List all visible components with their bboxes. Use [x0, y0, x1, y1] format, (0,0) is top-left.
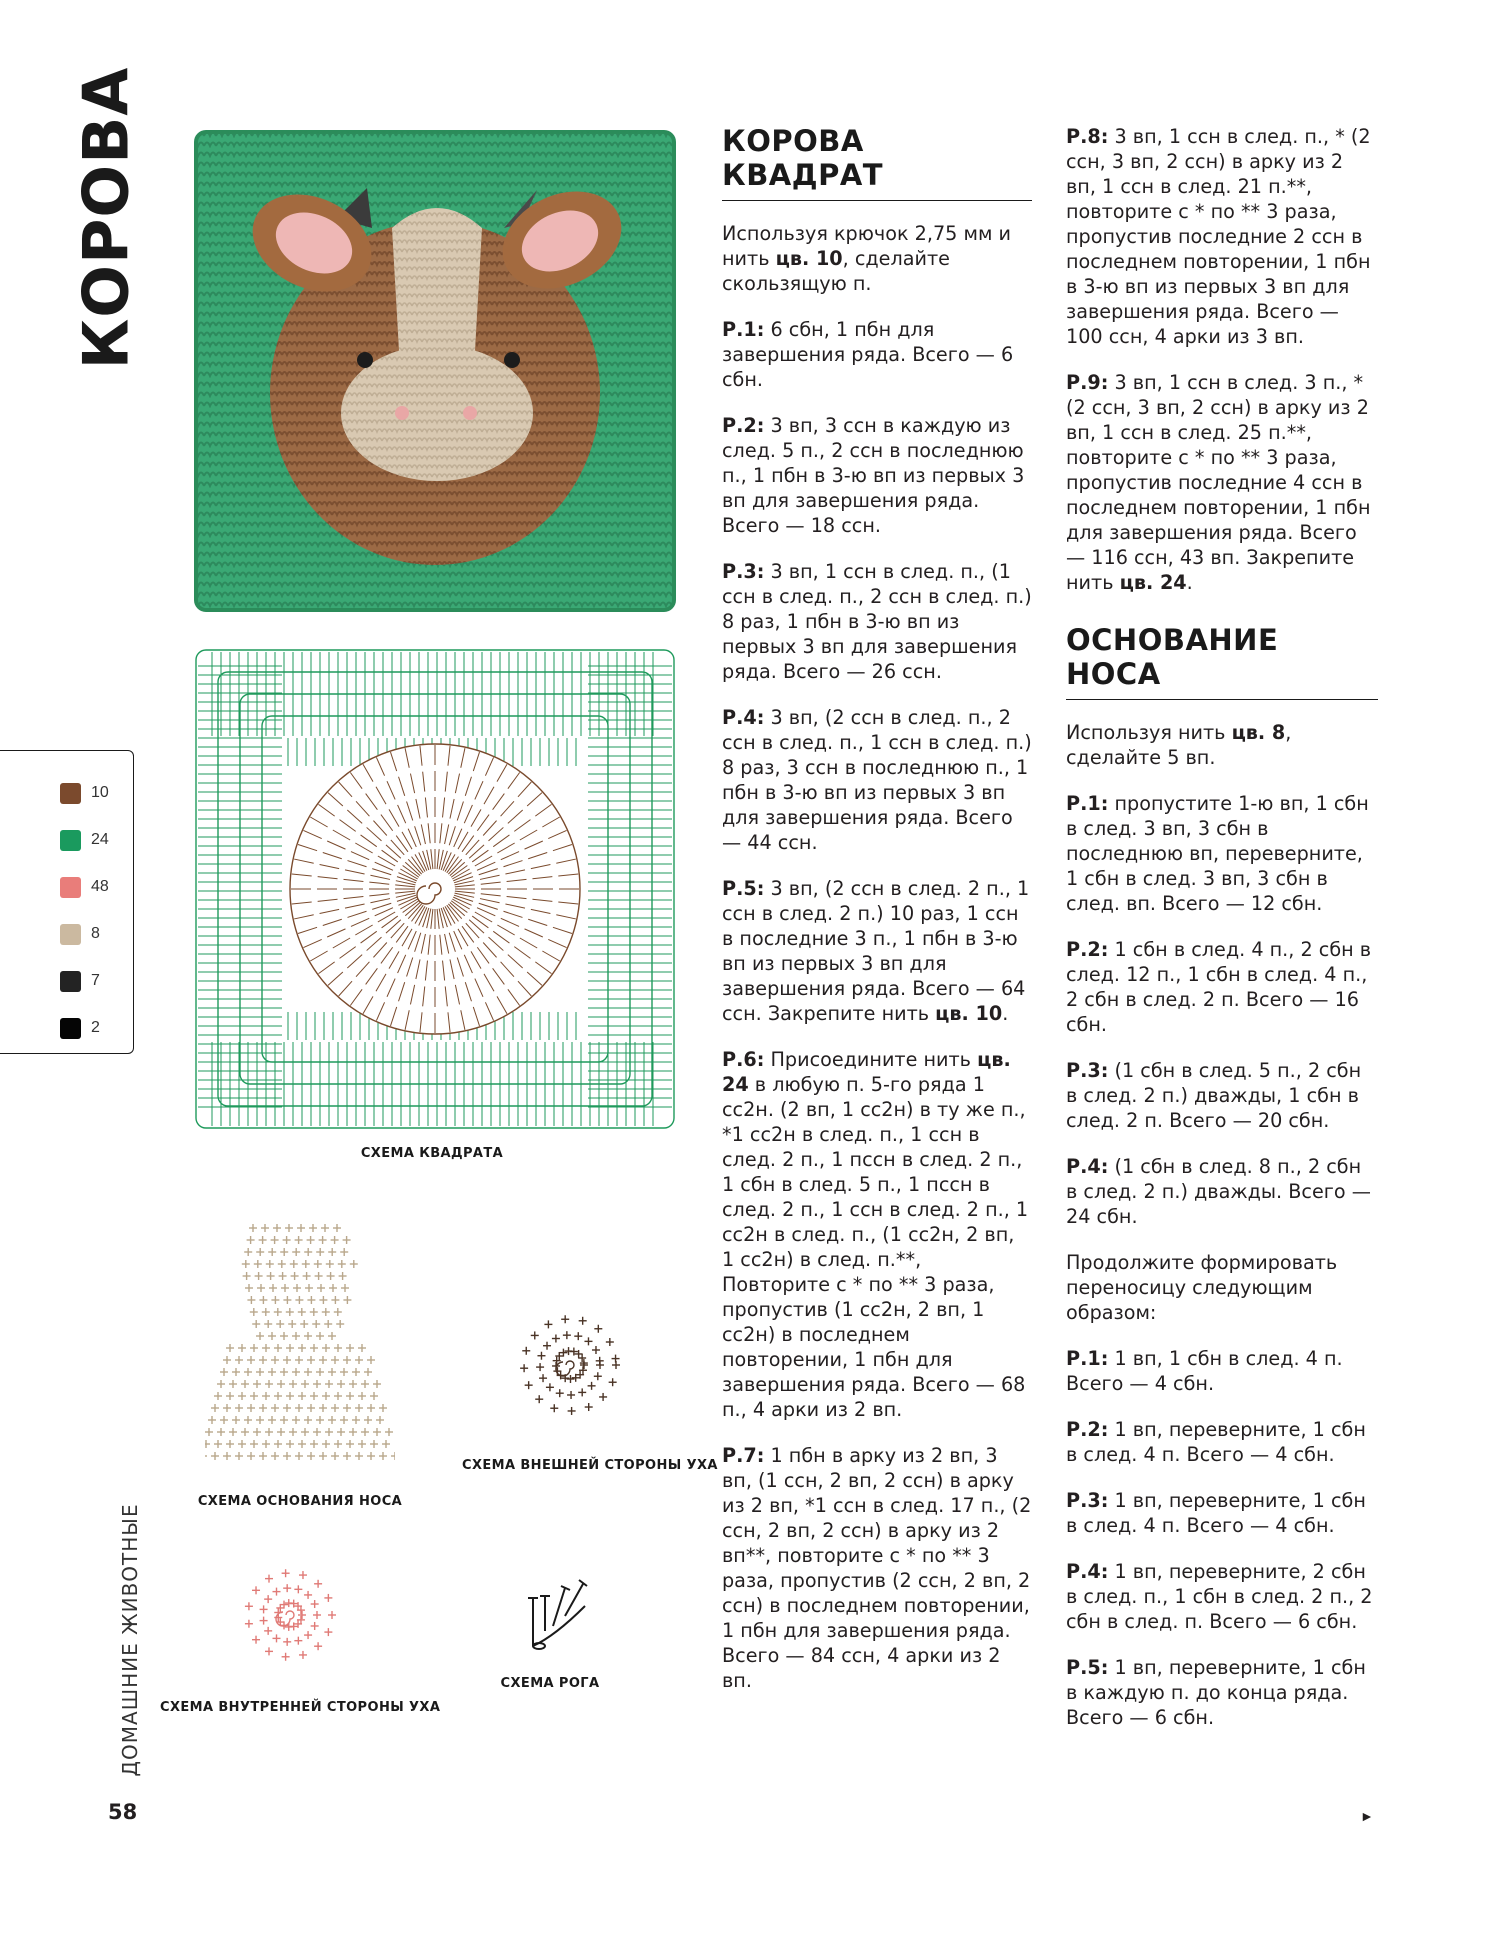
- color-legend: [0, 750, 134, 1054]
- color-swatch: [60, 783, 81, 804]
- outer-ear-chart: [500, 1300, 640, 1430]
- color-swatch: [60, 1018, 81, 1039]
- cow-square-illustration: [192, 128, 678, 614]
- nose-row-4: Р.4: (1 сбн в след. 8 п., 2 сбн в след. 2 п.) дважды. Всего — 24 сбн.: [1066, 1155, 1371, 1228]
- caption-horn: СХЕМА РОГА: [500, 1676, 600, 1691]
- color-code: 24: [91, 831, 109, 848]
- legend-item: [60, 828, 109, 852]
- section-heading-cow-square: КОРОВА КВАДРАТ: [722, 124, 1032, 201]
- nose-base-diagram: [205, 1218, 395, 1468]
- section-name-text: ДОМАШНИЕ ЖИВОТНЫЕ: [118, 1503, 142, 1777]
- color-code: 8: [91, 925, 100, 942]
- horn-diagram: [525, 1576, 595, 1651]
- color-swatch: [60, 830, 81, 851]
- nose-row-3: Р.3: (1 сбн в след. 5 п., 2 сбн в след. 2 п.) дважды, 1 сбн в след. 2 п. Всего — 20 сбн.: [1066, 1059, 1362, 1132]
- nose-intro: Используя нить цв. 8, сделайте 5 вп.: [1066, 721, 1292, 769]
- nose-row-2: Р.2: 1 сбн в след. 4 п., 2 сбн в след. 12 п., 1 сбн в след. 4 п., 2 сбн в след. 2 п. Всего — 16 сбн.: [1066, 938, 1372, 1036]
- color-code: 10: [91, 784, 109, 801]
- inner-ear-diagram: [225, 1555, 355, 1675]
- continue-text: Продолжите формировать переносицу следующим образом:: [1066, 1251, 1338, 1324]
- instructions-column-1: [722, 124, 1032, 1714]
- legend-item: [60, 781, 109, 805]
- bridge-row-3: Р.3: 1 вп, переверните, 1 сбн в след. 4 п. Всего — 4 сбн.: [1066, 1489, 1366, 1537]
- legend-item: [60, 922, 100, 946]
- bridge-rows-list: [1066, 1346, 1378, 1730]
- section-name: [110, 1505, 150, 1775]
- color-swatch: [60, 971, 81, 992]
- horn-chart: [525, 1576, 595, 1651]
- row-6: Р.6: Присоедините нить цв. 24 в любую п. 5-го ряда 1 сс2н. (2 вп, 1 сс2н) в ту же п., *1 сс2н в след. п., 1 ссн в след. 2 п., 1 пссн в след. 2 п., 1 сбн в след. 5 п., 1 пссн в след. 2 п., 1 ссн в след. 2 п., 1 сс2н в след. п., (1 сс2н, 2 вп, 1 сс2н) в след. п.**, Повторите с * по ** 3 раза, пропустив (1 сс2н, 2 вп, 1 сс2н) в последнем повторении, 1 пбн для завершения ряда. Всего — 68 п., 4 арки из 2 вп.: [722, 1048, 1029, 1421]
- row-1: Р.1: 6 сбн, 1 пбн для завершения ряда. Всего — 6 сбн.: [722, 318, 1014, 391]
- inner-ear-chart: [225, 1555, 355, 1675]
- nose-rows-list: [1066, 791, 1378, 1229]
- cow-square-photo: [192, 128, 678, 614]
- nose-row-1: Р.1: пропустите 1-ю вп, 1 сбн в след. 3 вп, 3 сбн в последнюю вп, переверните, 1 сбн в след. 3 вп, 3 сбн в след. вп. Всего — 12 сбн.: [1066, 792, 1369, 915]
- legend-item: [60, 875, 109, 899]
- page-title-text: КОРОВА: [69, 66, 143, 370]
- legend-item: [60, 969, 100, 993]
- instructions-column-2: [1066, 124, 1378, 1751]
- intro-paragraph: Используя крючок 2,75 мм и нить цв. 10, сделайте скользящую п.: [722, 222, 1011, 295]
- bridge-row-2: Р.2: 1 вп, переверните, 1 сбн в след. 4 п. Всего — 4 сбн.: [1066, 1418, 1366, 1466]
- outer-ear-diagram: [500, 1300, 640, 1430]
- row-5: Р.5: 3 вп, (2 ссн в след. 2 п., 1 ссн в след. 2 п.) 10 раз, 1 ссн в последние 3 п., 1 пбн в 3-ю вп из первых 3 вп для завершения ряда. Всего — 64 ссн. Закрепите нить цв. 10.: [722, 877, 1030, 1025]
- section-heading-nose-base: ОСНОВАНИЕ НОСА: [1066, 623, 1378, 700]
- row-4: Р.4: 3 вп, (2 ссн в след. п., 2 ссн в след. п., 1 ссн в след. п.) 8 раз, 3 ссн в последнюю п., 1 пбн в 3-ю вп из первых 3 вп для завершения ряда. Всего — 44 ссн.: [722, 706, 1032, 854]
- row-2: Р.2: 3 вп, 3 ссн в каждую из след. 5 п., 2 ссн в последнюю п., 1 пбн в 3-ю вп из первых 3 вп для завершения ряда. Всего — 18 ссн.: [722, 414, 1025, 537]
- color-swatch: [60, 924, 81, 945]
- rows-list: [722, 317, 1032, 855]
- page-title: [66, 66, 146, 370]
- color-code: 48: [91, 878, 109, 895]
- caption-outer-ear: СХЕМА ВНЕШНЕЙ СТОРОНЫ УХА: [462, 1458, 718, 1473]
- caption-square: СХЕМА КВАДРАТА: [360, 1146, 504, 1161]
- bridge-row-5: Р.5: 1 вп, переверните, 1 сбн в каждую п. до конца ряда. Всего — 6 сбн.: [1066, 1656, 1366, 1729]
- color-code: 7: [91, 972, 100, 989]
- square-chart: [192, 646, 678, 1132]
- bridge-row-1: Р.1: 1 вп, 1 сбн в след. 4 п. Всего — 4 сбн.: [1066, 1347, 1343, 1395]
- bridge-row-4: Р.4: 1 вп, переверните, 2 сбн в след. п., 1 сбн в след. 2 п., 2 сбн в след. п. Всего — 6 сбн.: [1066, 1560, 1373, 1633]
- caption-inner-ear: СХЕМА ВНУТРЕННЕЙ СТОРОНЫ УХА: [160, 1700, 441, 1715]
- row-7: Р.7: 1 пбн в арку из 2 вп, 3 вп, (1 ссн, 2 вп, 2 ссн) в арку из 2 вп, *1 ссн в след. 17 п., (2 ссн, 2 вп, 2 ссн) в арку из 2 вп**, повторите с * по ** 3 раза, пропустив (2 ссн, 2 вп, 2 ссн) в последнем повторении, 1 пбн для завершения ряда. Всего — 84 ссн, 4 арки из 2 вп.: [722, 1444, 1032, 1692]
- page-number: 58: [108, 1800, 138, 1824]
- color-swatch: [60, 877, 81, 898]
- row-3: Р.3: 3 вп, 1 ссн в след. п., (1 ссн в след. п., 2 ссн в след. п.) 8 раз, 1 пбн в 3-ю вп из первых 3 вп для завершения ряда. Всего — 26 ссн.: [722, 560, 1032, 683]
- row-9: Р.9: 3 вп, 1 ссн в след. 3 п., *(2 ссн, 3 вп, 2 ссн) в арку из 2 вп, 1 ссн в след. 25 п.**, повторите с * по ** 3 раза, пропустив последние 4 ссн в последнем повторении, 1 пбн для завершения ряда. Всего — 116 ссн, 43 вп. Закрепите нить цв. 24.: [1066, 371, 1371, 594]
- legend-item: [60, 1016, 100, 1040]
- color-code: 2: [91, 1019, 100, 1036]
- row-8: Р.8: 3 вп, 1 ссн в след. п., * (2 ссн, 3 вп, 2 ссн) в арку из 2 вп, 1 ссн в след. 21 п.**, повторите с * по ** 3 раза, пропустив последние 2 ссн в последнем повторении, 1 пбн в 3-ю вп из первых 3 вп для завершения ряда. Всего — 100 ссн, 4 арки из 3 вп.: [1066, 125, 1371, 348]
- nose-base-chart: [205, 1218, 395, 1468]
- caption-nose-base: СХЕМА ОСНОВАНИЯ НОСА: [197, 1494, 403, 1509]
- next-page-arrow-icon[interactable]: ►: [1360, 1808, 1374, 1824]
- square-chart-diagram: [192, 646, 678, 1132]
